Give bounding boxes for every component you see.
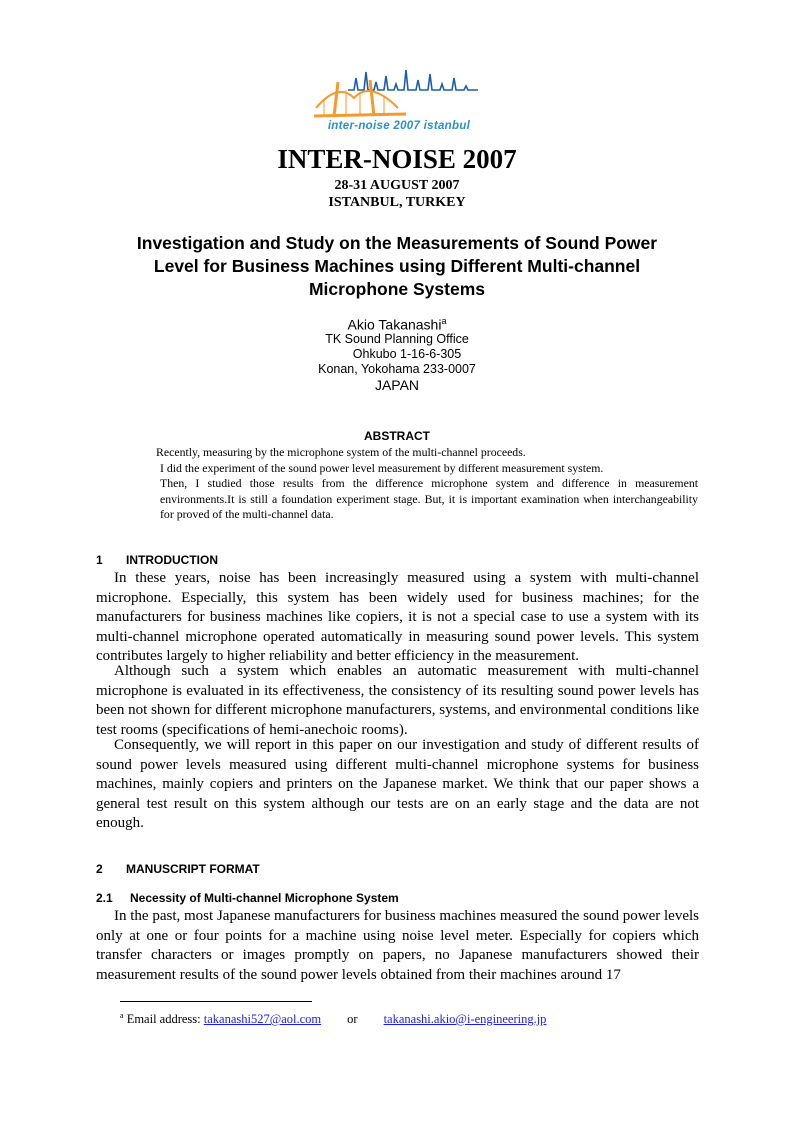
footnote-divider xyxy=(120,1001,312,1002)
section-title: Necessity of Multi-channel Microphone System xyxy=(130,891,399,905)
section-heading-introduction xyxy=(96,553,218,567)
logo-text: inter-noise 2007 istanbul xyxy=(327,120,471,132)
logo-bridge xyxy=(314,80,406,116)
body-paragraph: In these years, noise has been increasingly measured using a system with multi-channel microphone. Especially, this system has been widely used for business machines; for the manufacturers for business machines like copiers, it is not a special case to use a system with its multi-channel microphone operated automatically in measuring sound power levels. This system contributes largely to higher reliability and better efficiency in the measurement. xyxy=(96,570,699,664)
email-link-i-engineering[interactable]: takanashi.akio@i-engineering.jp xyxy=(383,1012,547,1027)
abstract-heading: ABSTRACT xyxy=(364,429,430,443)
abstract-paragraph: Then, I studied those results from the difference microphone system and difference in measurement environments.It is still a foundation experiment stage. But, it is important examination when interchangeability for proved of the multi-channel data. xyxy=(160,476,698,521)
section-number: 2.1 xyxy=(96,891,113,905)
section-heading-manuscript-format xyxy=(96,862,260,876)
conference-title: INTER-NOISE 2007 xyxy=(277,144,517,174)
conference-date: 28-31 AUGUST 2007 xyxy=(334,178,460,193)
body-paragraph: In the past, most Japanese manufacturers for business machines measured the sound power levels only at one or four points for a machine using noise level meter. Especially for copiers which transfer characters or images promptly on papers, no Japanese manufacturers showed their measurement results of the sound power levels obtained from their machines around 17 xyxy=(96,908,699,983)
paper-title xyxy=(110,232,684,301)
footnote-label: Email address: xyxy=(126,1012,204,1027)
body-paragraph: Consequently, we will report in this paper on our investigation and study of different results of sound power levels measured using different multi-channel microphone systems for business machines, mainly copiers and printers on the Japanese market. We think that our paper shows a general test result on this system although our tests are on an early stage and the data are not enough. xyxy=(96,737,699,831)
abstract-line: I did the experiment of the sound power level measurement by different measurement system. xyxy=(160,461,604,475)
affiliation-line: TK Sound Planning Office xyxy=(325,332,469,346)
paper-title-line: Investigation and Study on the Measurements of Sound Power xyxy=(136,233,658,253)
footnote-mark: a xyxy=(120,1011,124,1020)
section-title: MANUSCRIPT FORMAT xyxy=(126,862,260,876)
section-number: 2 xyxy=(96,862,103,876)
abstract-line: Recently, measuring by the microphone system of the multi-channel proceeds. xyxy=(156,445,526,459)
footnote-or: or xyxy=(347,1012,358,1027)
affiliation-line: Ohkubo 1-16-6-305 xyxy=(352,347,462,361)
paper-title-line: Level for Business Machines using Different Multi-channel xyxy=(153,256,641,276)
author-name: Akio Takanashi$^a$ xyxy=(347,316,447,333)
section-number: 1 xyxy=(96,553,103,567)
conference-place: ISTANBUL, TURKEY xyxy=(328,195,466,210)
affiliation-country: JAPAN xyxy=(374,377,420,393)
body-paragraph: Although such a system which enables an automatic measurement with multi-channel microphone is evaluated in its effectiveness, the consistency of its resulting sound power levels has been not shown for different microphone manufacturers, systems, and environmental conditions like test rooms (specifications of hemi-anechoic rooms). xyxy=(96,663,699,738)
author-footnote-mark: a xyxy=(441,316,447,326)
affiliation-line: Konan, Yokohama 233-0007 xyxy=(318,362,476,376)
email-link-aol[interactable]: takanashi527@aol.com xyxy=(203,1012,322,1027)
section-title: INTRODUCTION xyxy=(126,553,218,567)
logo-wave xyxy=(348,70,478,90)
subsection-heading xyxy=(96,891,399,905)
footnote xyxy=(120,1011,546,1027)
paper-title-line: Microphone Systems xyxy=(308,279,486,299)
